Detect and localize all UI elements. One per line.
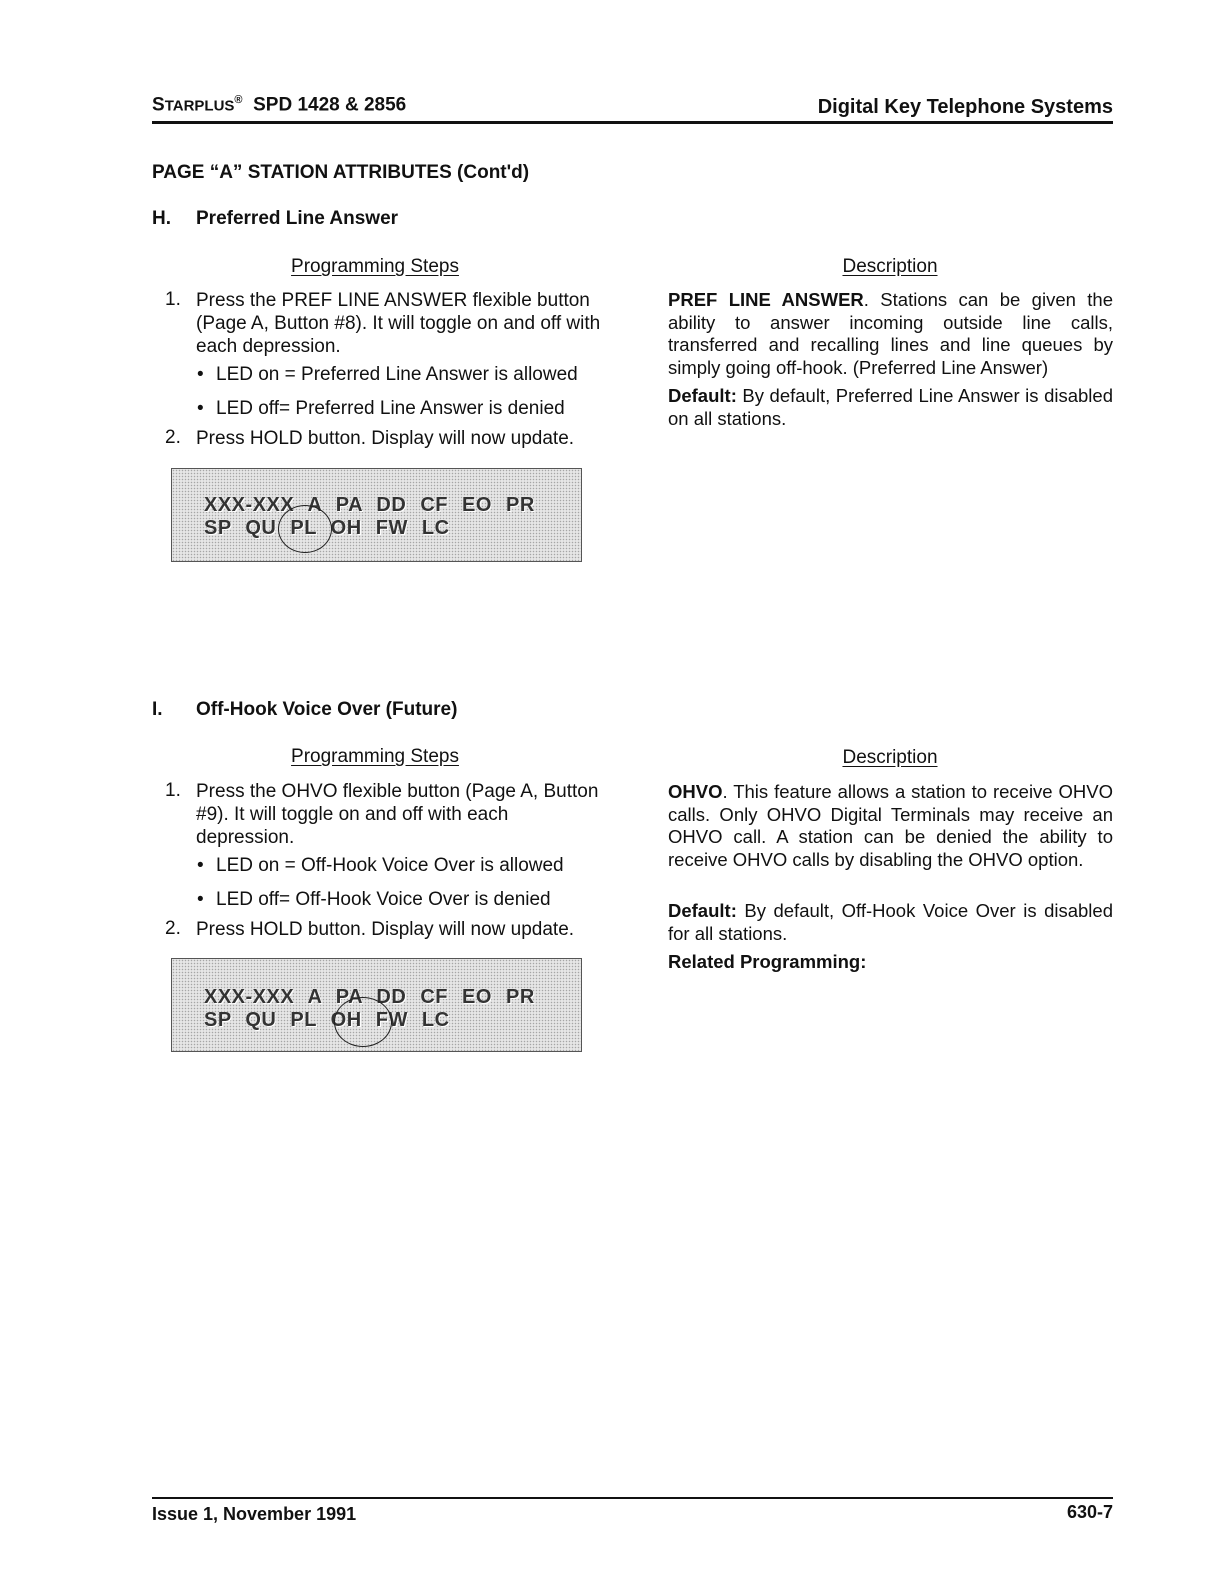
brand-model: SPD 1428 & 2856 [253,94,407,116]
section-i-step2-text: Press HOLD button. Display will now update. [196,919,575,940]
bullet-icon: • [197,889,204,910]
footer-rule [152,1497,1113,1499]
section-i-title: Off-Hook Voice Over (Future) [196,699,458,720]
bullet-icon: • [197,398,204,419]
section-h-desc-keyword: PREF LINE ANSWER [668,289,864,310]
section-h-desc-heading: Description [842,256,938,277]
brand-prefix: S [152,94,165,116]
section-i-step1-text: Press the OHVO flexible button (Page A, Button #9). It will toggle on and off with each depression. [196,781,599,848]
section-h-description [668,289,1113,379]
bullet-icon: • [197,855,204,876]
section-i-desc-keyword: OHVO [668,781,723,802]
section-h-default-label: Default: [668,385,737,406]
section-h-desc-text: . Stations can be given the ability to answer incoming outside line calls, transferred and recalling lines and line queues by simply going off-hook. (Preferred Line Answer) [668,289,1113,378]
section-i-letter: I. [152,699,163,720]
lcd-line-2: SP QU PL OH FW LC [204,1009,450,1031]
lcd-display [171,958,582,1052]
section-i-desc-heading: Description [842,747,938,768]
brand-small-caps: TARPLUS [164,97,235,115]
section-h-default-text: By default, Preferred Line Answer is disabled on all stations. [668,385,1113,429]
registered-mark: ® [234,94,243,106]
section-i-bullet-on: LED on = Off-Hook Voice Over is allowed [216,855,564,876]
section-h-steps-heading: Programming Steps [291,256,459,277]
section-h-step2-num: 2. [165,427,181,448]
section-h-bullet-on: LED on = Preferred Line Answer is allowed [216,364,578,385]
section-h-step1-num: 1. [165,289,181,310]
lcd-line-2: SP QU PL OH FW LC [204,517,450,539]
section-i-default [668,900,1113,945]
section-h-step1-text: Press the PREF LINE ANSWER flexible button (Page A, Button #8). It will toggle on and off with each depression. [196,290,601,357]
section-h-title: Preferred Line Answer [196,208,399,229]
lcd-line-1: XXX-XXX A PA DD CF EO PR [204,494,535,516]
section-i-step1-num: 1. [165,780,181,801]
section-h-letter: H. [152,208,171,229]
footer-page-number: 630-7 [1066,1502,1113,1522]
header-title: Digital Key Telephone Systems [817,96,1113,118]
lcd-display [171,468,582,562]
section-h-step2-text: Press HOLD button. Display will now update. [196,428,575,449]
section-i-bullet-off: LED off= Off-Hook Voice Over is denied [216,889,551,910]
section-i-step2-num: 2. [165,918,181,939]
section-i-description [668,781,1113,871]
bullet-icon: • [197,364,204,385]
highlight-circle-oh [334,997,392,1047]
section-h-default [668,385,1113,430]
section-i-desc-text: . This feature allows a station to receive OHVO calls. Only OHVO Digital Terminals may receive an OHVO call. A station can be denied the ability to receive OHVO calls by disabling the OHVO option. [668,781,1113,870]
section-i-default-text: By default, Off-Hook Voice Over is disabled for all stations. [668,900,1113,944]
page-title: PAGE “A” STATION ATTRIBUTES (Cont'd) [152,162,530,183]
section-h-bullet-off: LED off= Preferred Line Answer is denied [216,398,565,419]
highlight-circle-pl [278,505,332,553]
section-i-related-programming: Related Programming: [668,951,867,972]
lcd-line-1: XXX-XXX A PA DD CF EO PR [204,986,535,1008]
header-brand [152,94,406,116]
section-i-steps-heading: Programming Steps [291,746,459,767]
header-rule [152,121,1113,124]
section-i-default-label: Default: [668,900,737,921]
footer-issue: Issue 1, November 1991 [152,1504,357,1524]
